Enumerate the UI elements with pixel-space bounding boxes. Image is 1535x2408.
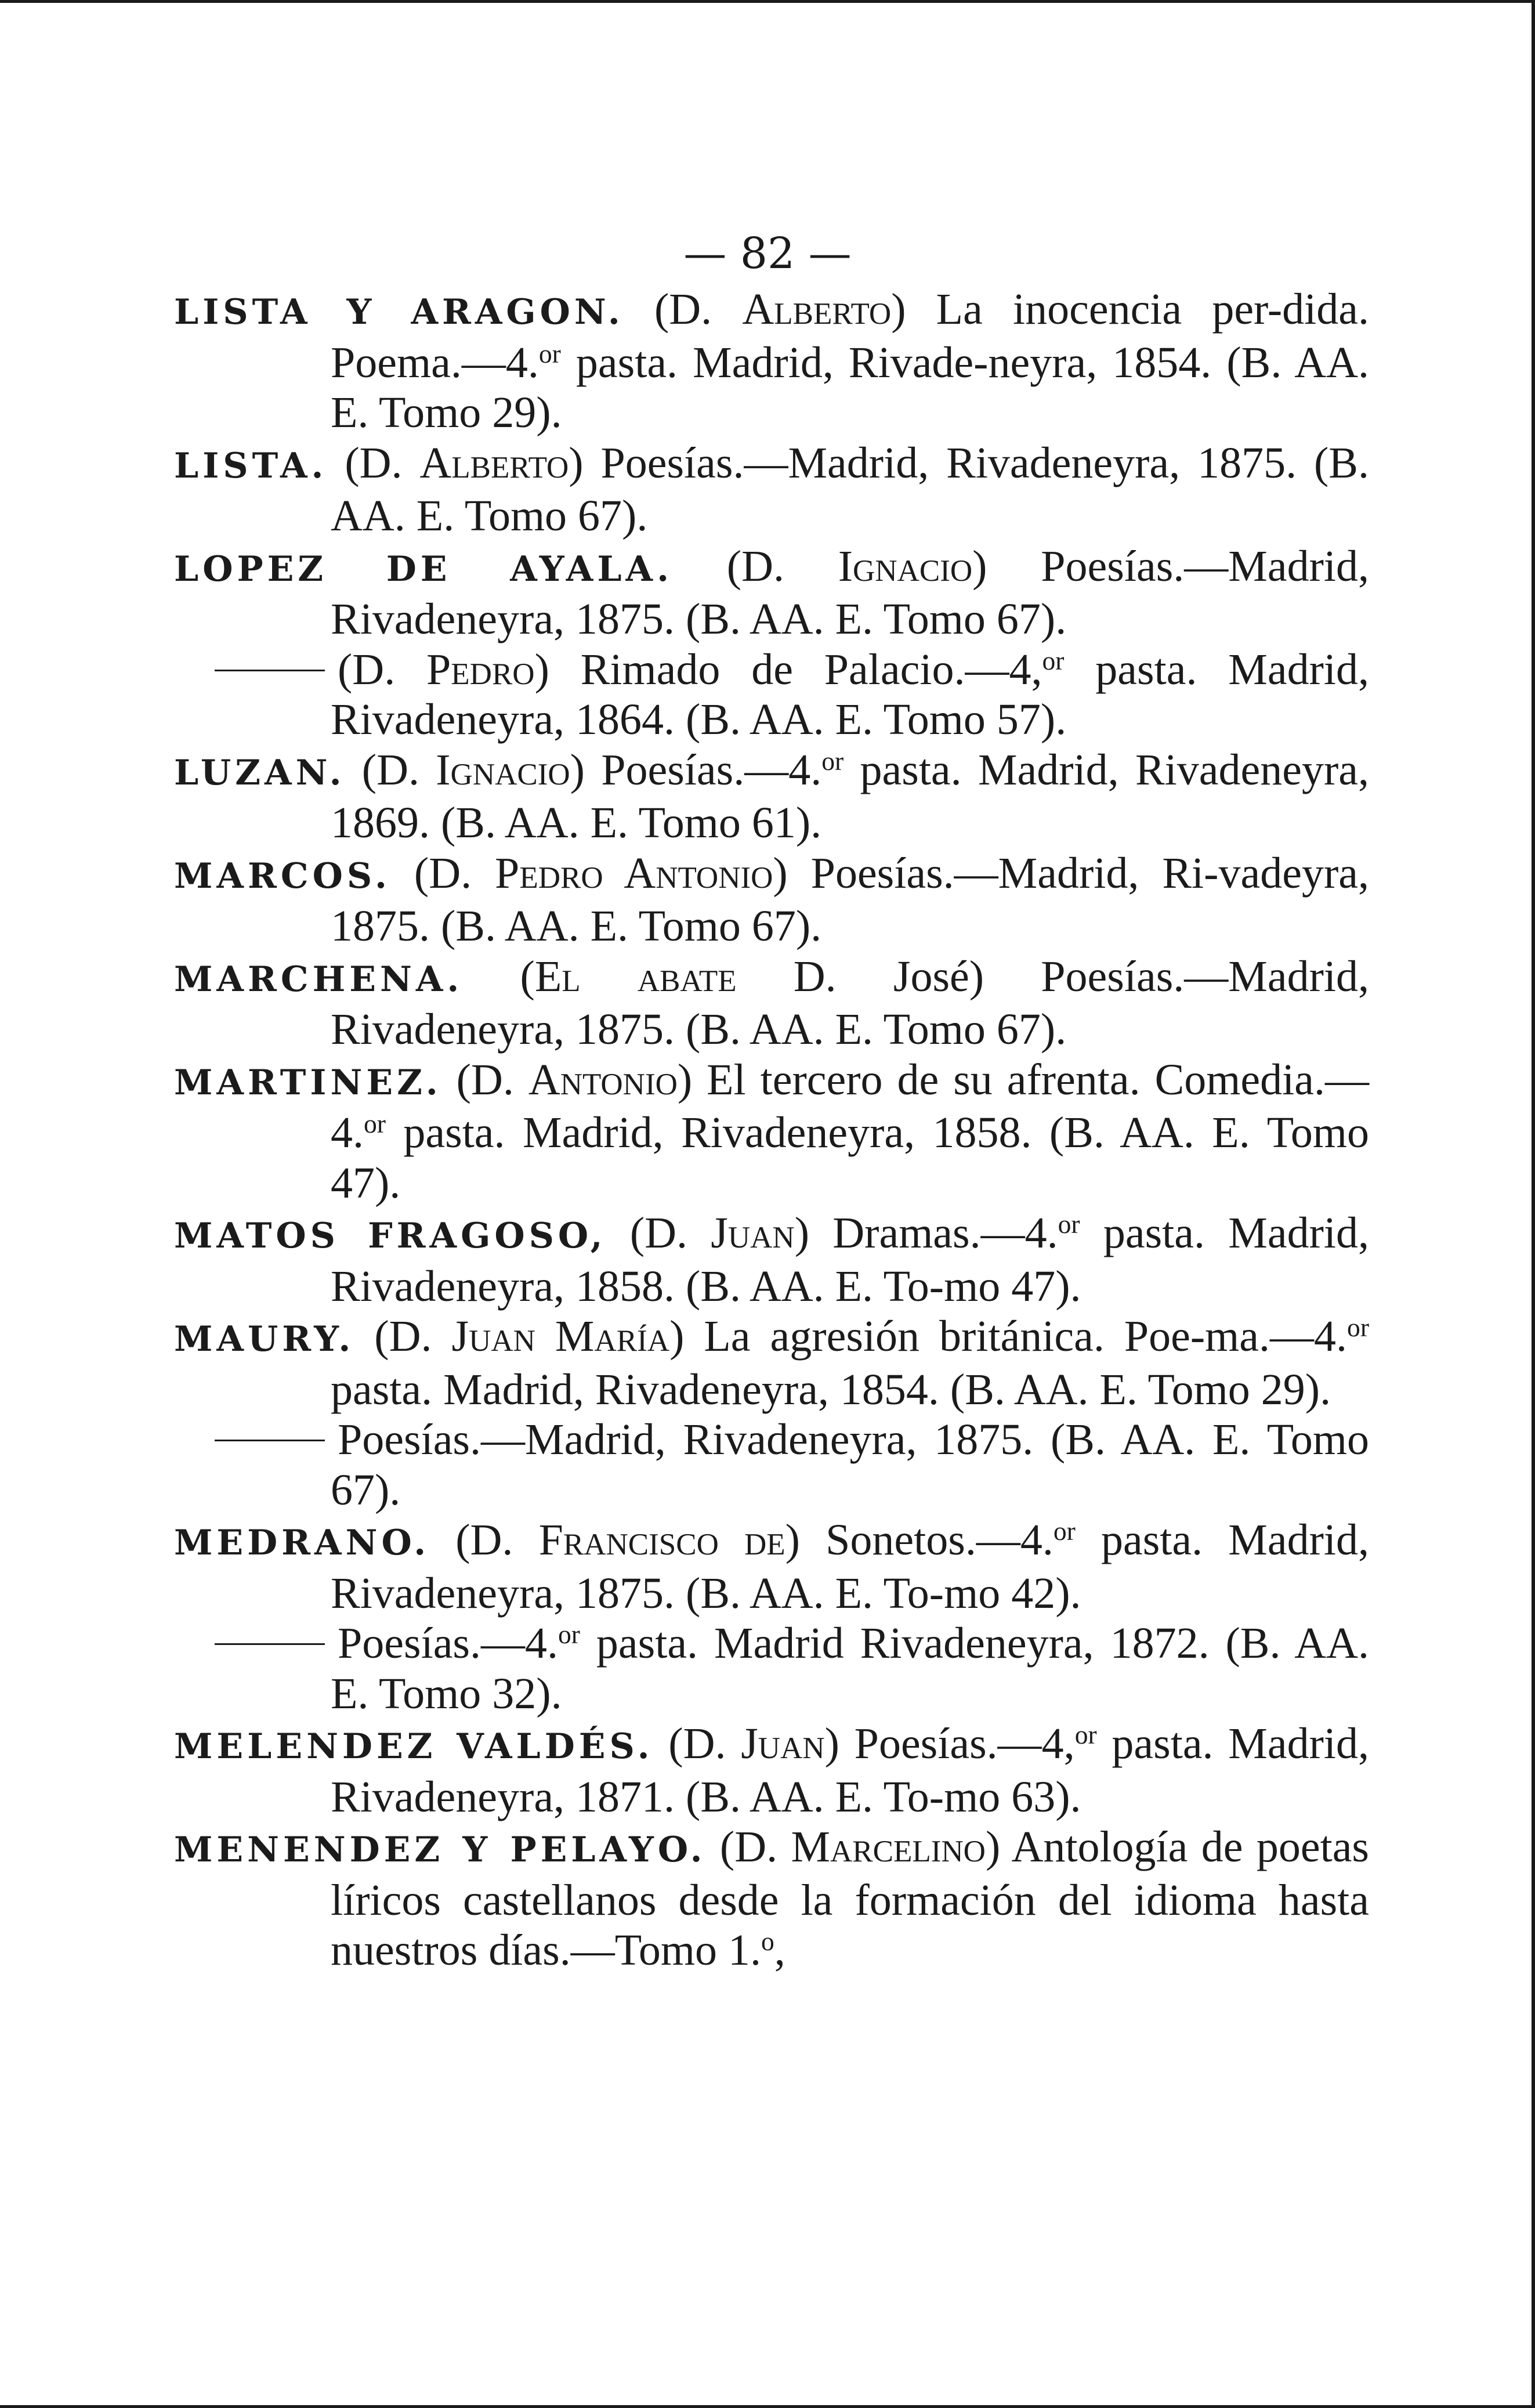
entry-text: pasta. Madrid, Rivadeneyra, 1875. (B. AA. E. To-mo 42). xyxy=(331,1516,1370,1618)
entry-name: Alberto xyxy=(742,285,892,334)
entry-text: pasta. Madrid, Rivadeneyra, 1858. (B. AA. E. To-mo 47). xyxy=(331,1209,1370,1311)
entry-matos-fragoso xyxy=(174,1208,1369,1311)
entry-heading: MEDRANO. xyxy=(174,1523,430,1563)
entry-superscript: or xyxy=(364,1108,386,1138)
entry-superscript: or xyxy=(538,338,561,368)
entry-name: Juan María xyxy=(451,1312,670,1361)
entry-superscript: or xyxy=(1053,1516,1076,1546)
entry-heading: MATOS FRAGOSO, xyxy=(174,1216,607,1256)
entry-text: ) El tercero de su afrenta. Comedia.—4. xyxy=(331,1055,1369,1157)
entry-text: (D. xyxy=(672,541,838,591)
entry-text: (D. xyxy=(441,1055,528,1104)
entry-name: Pedro Antonio xyxy=(495,848,773,898)
entry-marcos xyxy=(174,848,1369,952)
entry-text: (D. xyxy=(606,1209,711,1257)
entry-heading: MARTINEZ. xyxy=(174,1062,442,1103)
entry-medrano-poesias xyxy=(174,1618,1369,1719)
entry-name: Alberto xyxy=(419,438,569,487)
entry-text: (D. xyxy=(430,1516,539,1564)
entry-text: (D. xyxy=(624,285,743,334)
entry-text: ) Poesías.—4. xyxy=(570,745,822,794)
ditto-dash xyxy=(215,670,325,671)
entry-text: (D. xyxy=(706,1823,791,1871)
entry-superscript: or xyxy=(1074,1719,1097,1749)
entry-heading: MARCOS. xyxy=(174,855,391,896)
entry-text: pasta. Madrid, Rivadeneyra, 1871. (B. AA. E. To-mo 63). xyxy=(331,1719,1370,1821)
entry-superscript: o xyxy=(761,1926,774,1956)
entry-text: (D. xyxy=(354,1312,452,1361)
entry-heading: LISTA Y ARAGON. xyxy=(174,292,624,332)
entry-text: ) Poesías.—4, xyxy=(824,1719,1075,1768)
entry-superscript: or xyxy=(558,1619,580,1649)
entry-medrano xyxy=(174,1515,1369,1618)
ditto-dash xyxy=(215,1440,325,1441)
entry-superscript: or xyxy=(1347,1312,1370,1342)
entry-text: D. José) Poesías.—Madrid, Rivadeneyra, 1875. (B. AA. E. Tomo 67). xyxy=(331,952,1370,1054)
entry-heading: LOPEZ DE AYALA. xyxy=(174,548,673,590)
entry-name: Francisco de xyxy=(538,1516,785,1564)
entry-text: ( xyxy=(463,952,535,1001)
entry-marchena xyxy=(174,952,1369,1055)
entry-heading: MELENDEZ VALDÉS. xyxy=(174,1726,654,1767)
entry-text: ) Antología de poetas líricos castellanos desde la formación del idioma hasta nuestros días.—Tomo 1. xyxy=(331,1823,1370,1975)
entry-heading: LUZAN. xyxy=(174,752,346,793)
entry-text: ) Poesías.—Madrid, Rivadeneyra, 1875. (B. AA. E. Tomo 67). xyxy=(331,438,1369,540)
entry-text: , xyxy=(774,1926,785,1975)
entry-menendez-y-pelayo xyxy=(174,1822,1369,1976)
entry-superscript: or xyxy=(1042,645,1065,675)
entry-name: Antonio xyxy=(528,1055,678,1104)
entry-text: Poesías.—4. xyxy=(338,1619,558,1668)
entry-text: pasta. Madrid Rivadeneyra, 1872. (B. AA. E. Tomo 32). xyxy=(331,1619,1369,1718)
bibliography-list xyxy=(174,284,1369,1976)
entry-superscript: or xyxy=(1058,1209,1080,1239)
entry-superscript: or xyxy=(821,746,844,776)
entry-lopez-de-ayala xyxy=(174,541,1369,645)
entry-text: pasta. Madrid, Rivadeneyra, 1869. (B. AA. E. Tomo 61). xyxy=(331,745,1369,847)
entry-text: pasta. Madrid, Rivadeneyra, 1864. (B. AA. E. Tomo 57). xyxy=(331,645,1370,744)
entry-text: pasta. Madrid, Rivadeneyra, 1854. (B. AA. E. Tomo 29). xyxy=(331,1365,1331,1414)
ditto-dash xyxy=(215,1643,325,1645)
entry-text: ) Poesías.—Madrid, Rivadeneyra, 1875. (B. AA. E. Tomo 67). xyxy=(331,541,1370,643)
entry-text: (D. xyxy=(338,645,427,694)
entry-text: ) La agresión británica. Poe-ma.—4. xyxy=(669,1312,1348,1361)
page-number: — 82 — xyxy=(683,229,852,279)
entry-luzan xyxy=(174,745,1369,848)
entry-heading: LISTA. xyxy=(174,445,328,486)
entry-text: (D. xyxy=(345,745,436,794)
entry-heading: MAURY. xyxy=(174,1319,355,1360)
entry-heading: MARCHENA. xyxy=(174,959,464,1000)
entry-heading: MENENDEZ Y PELAYO. xyxy=(174,1829,707,1870)
entry-text: (D. xyxy=(327,438,420,487)
entry-martinez xyxy=(174,1055,1369,1209)
entry-name: Ignacio xyxy=(838,541,973,591)
entry-text: (D. xyxy=(390,848,495,898)
entry-text: ) Poesías.—Madrid, Ri-vadeyra, 1875. (B. AA. E. Tomo 67). xyxy=(331,848,1369,950)
entry-text: pasta. Madrid, Rivade-neyra, 1854. (B. AA. E. Tomo 29). xyxy=(331,338,1369,437)
entry-maury xyxy=(174,1311,1369,1415)
entry-lista-y-aragon xyxy=(174,284,1369,438)
entry-name: Juan xyxy=(711,1209,795,1257)
entry-name: El abate xyxy=(534,952,737,1001)
entry-text: (D. xyxy=(653,1719,741,1768)
entry-text: pasta. Madrid, Rivadeneyra, 1858. (B. AA. E. Tomo 47). xyxy=(331,1108,1369,1207)
entry-text: ) La inocencia per-dida. Poema.—4. xyxy=(331,285,1369,387)
entry-name: Juan xyxy=(741,1719,825,1768)
entry-text: Poesías.—Madrid, Rivadeneyra, 1875. (B. AA. E. Tomo 67). xyxy=(331,1415,1369,1514)
entry-maury-poesias xyxy=(174,1415,1369,1515)
entry-name: Ignacio xyxy=(436,745,570,794)
entry-lista xyxy=(174,438,1369,541)
entry-name: Marcelino xyxy=(791,1823,986,1871)
entry-lopez-de-ayala-pedro xyxy=(174,645,1369,745)
entry-text: ) Rimado de Palacio.—4, xyxy=(534,645,1042,694)
entry-text: ) Sonetos.—4. xyxy=(785,1516,1053,1564)
entry-text: ) Dramas.—4. xyxy=(794,1209,1058,1257)
entry-melendez-valdes xyxy=(174,1719,1369,1822)
entry-name: Pedro xyxy=(426,645,535,694)
